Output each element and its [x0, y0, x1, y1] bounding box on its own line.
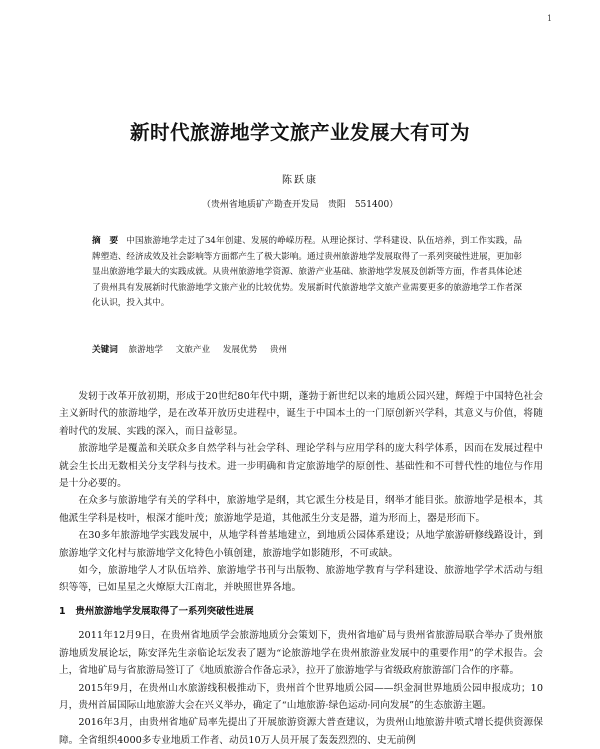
section-number: 1	[59, 605, 66, 617]
body-paragraph: 旅游地学是覆盖和关联众多自然学科与社会学科、理论学科与应用学科的庞大科学体系，因而在发展过程中就会生长出无数相关分支学科与技术。进一步明确和肯定旅游地学的原创性、基础性和不可替代性的地位与作用是十分必要的。	[59, 443, 543, 490]
section-title: 贵州旅游地学发展取得了一系列突破性进展	[75, 605, 254, 617]
keyword: 旅游地学	[128, 345, 163, 355]
page-number: 1	[547, 14, 553, 23]
keywords	[92, 343, 522, 358]
article-body	[59, 388, 543, 749]
body-paragraph: 2016年3月，由贵州省地矿局率先提出了开展旅游资源大普查建议，为贵州山地旅游井喷式增长提供资源保障。全省组织4000多专业地质工作者、动员10万人员开展了轰轰烈烈的、史无前例	[59, 717, 543, 746]
body-paragraph: 在30多年旅游地学实践发展中，从地学科普基地建立，到地质公园体系建设；从地学旅游研修线路设计，到旅游地学文化村与旅游地学文化特色小镇创建，旅游地学如影随形，不可或缺。	[59, 530, 543, 559]
body-paragraph: 2015年9月，在贵州山水旅游线积极推动下，贵州首个世界地质公园——织金洞世界地质公园申报成功；10月，贵州首届国际山地旅游大会在兴义举办，确定了“山地旅游·绿色运动·同向发展”的生态旅游主题。	[59, 682, 543, 711]
keyword: 发展优势	[222, 345, 258, 355]
body-paragraph: 发轫于改革开放初期，形成于20世纪80年代中期，蓬勃于新世纪以来的地质公园兴建，辉煌于中国特色社会主义新时代的旅游地学，是在改革开放历史进程中，诞生于中国本土的一门原创新兴学科，其意义与价值，将随着时代的发展、实践的深入，而日益彰显。	[59, 391, 543, 437]
keyword: 贵州	[269, 345, 288, 355]
author-affiliation: （贵州省地质矿产勘查开发局 贵阳 551400）	[201, 200, 399, 210]
body-paragraph: 2011年12月9日，在贵州省地质学会旅游地质分会策划下，贵州省地矿局与贵州省旅游局联合举办了贵州旅游地质发展论坛，陈安泽先生亲临论坛发表了题为“论旅游地学在贵州旅游业发展中的重要作用”的学术报告。会上，省地矿局与省旅游局签订了《地质旅游合作备忘录》，拉开了旅游地学与省级政府旅游部门合作的序幕。	[59, 630, 543, 677]
article-title: 新时代旅游地学文旅产业发展大有可为	[129, 121, 470, 144]
section-heading	[59, 597, 543, 627]
keyword: 文旅产业	[175, 345, 211, 355]
abstract-label: 摘 要	[92, 236, 119, 246]
body-paragraph: 如今，旅游地学人才队伍培养、旅游地学书刊与出版物、旅游地学教育与学科建设、旅游地学学术活动与组织等等，已如星星之火燎原大江南北，并映照世界各地。	[59, 565, 543, 594]
body-paragraph: 在众多与旅游地学有关的学科中，旅游地学是纲，其它派生分枝是目，纲举才能目张。旅游地学是根本，其他派生学科是枝叶，根深才能叶茂；旅游地学是道，其他派生分支是器，道为形而上，器是形而下。	[59, 495, 543, 524]
abstract-text: 中国旅游地学走过了34年创建、发展的峥嵘历程。从理论探讨、学科建设、队伍培养，到工作实践，品牌塑造、经济成效及社会影响等方面都产生了极大影响。通过贵州旅游地学发展取得了一系列突破性进展，更加彰显出旅游地学最大的实践成就。从贵州旅游地学资源、旅游产业基础、旅游地学发展及创新等方面，作者具体论述了贵州具有发展新时代旅游地学文旅产业的比较优势。发展新时代旅游地学文旅产业需要更多的旅游地学工作者深化认识，投入其中。	[92, 236, 522, 309]
keywords-label: 关键词	[92, 345, 118, 355]
abstract	[92, 234, 522, 312]
author-name: 陈跃康	[282, 175, 318, 186]
